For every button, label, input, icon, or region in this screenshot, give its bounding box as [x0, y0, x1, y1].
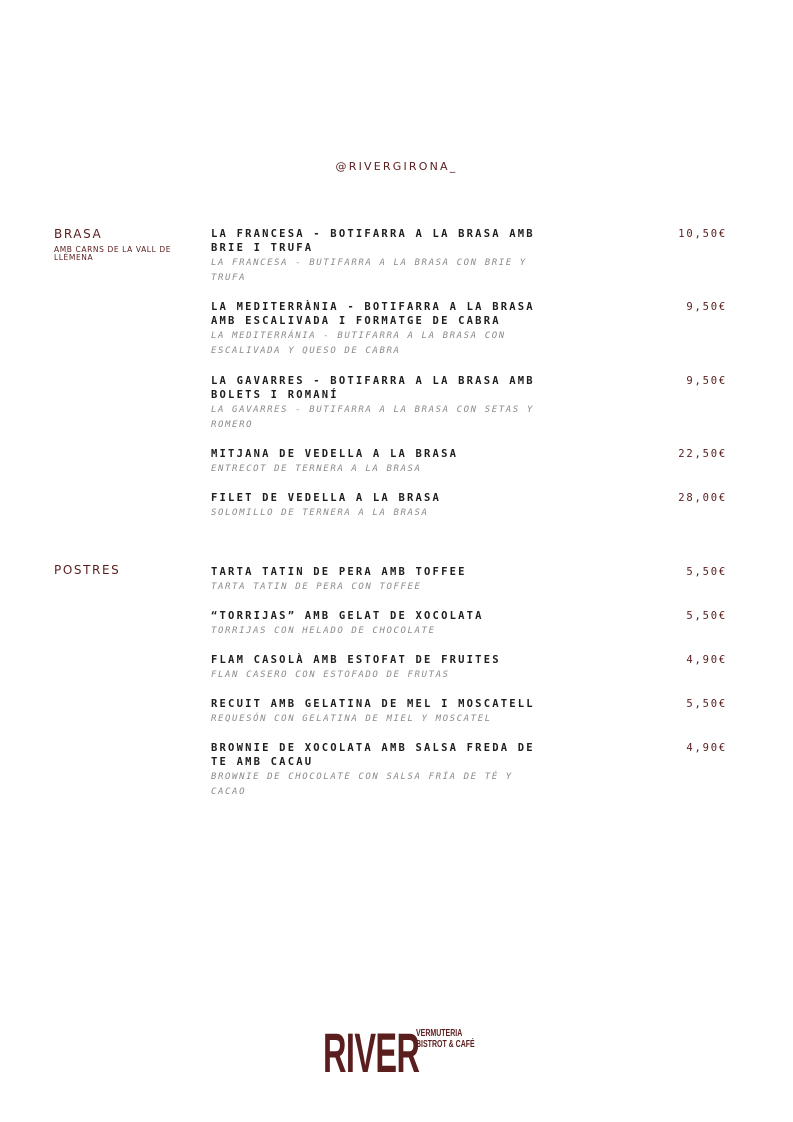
item-price: 10,50€ [678, 228, 727, 240]
menu-item [211, 227, 731, 286]
item-price: 4,90€ [686, 742, 727, 754]
item-name: “TORRIJAS” AMB GELAT DE XOCOLATA [211, 610, 484, 622]
item-price: 5,50€ [686, 566, 727, 578]
item-translation: LA MEDITERRÁNIA - BUTIFARRA A LA BRASA CON ESCALIVADA Y QUESO DE CABRA [211, 331, 506, 356]
section-subtitle-brasa: AMB CARNS DE LA VALL DE LLÉMENA [54, 245, 172, 262]
menu-item [211, 741, 731, 800]
section-title-postres: POSTRES [54, 563, 121, 577]
item-name: FLAM CASOLÀ AMB ESTOFAT DE FRUITES [211, 654, 501, 666]
item-price: 4,90€ [686, 654, 727, 666]
menu-item [211, 491, 731, 521]
item-name: LA FRANCESA - BOTIFARRA A LA BRASA AMB BRIE I TRUFA [211, 228, 535, 254]
menu-item [211, 565, 731, 595]
logo-wordmark: RIVER [323, 1021, 420, 1084]
menu-item [211, 374, 731, 433]
menu-item [211, 653, 731, 683]
item-translation: REQUESÓN CON GELATINA DE MIEL Y MOSCATEL [211, 714, 492, 724]
item-translation: BROWNIE DE CHOCOLATE CON SALSA FRÍA DE TÉ Y CACAO [211, 772, 513, 797]
item-name: BROWNIE DE XOCOLATA AMB SALSA FREDA DE TE AMB CACAU [211, 742, 535, 768]
menu-item [211, 609, 731, 639]
section-title-brasa: BRASA [54, 227, 103, 241]
item-translation: ENTRECOT DE TERNERA A LA BRASA [211, 464, 422, 474]
river-logo [323, 1021, 475, 1084]
item-price: 9,50€ [686, 375, 727, 387]
item-price: 9,50€ [686, 301, 727, 313]
item-translation: SOLOMILLO DE TERNERA A LA BRASA [211, 508, 429, 518]
item-price: 22,50€ [678, 448, 727, 460]
item-name: LA GAVARRES - BOTIFARRA A LA BRASA AMB BOLETS I ROMANÍ [211, 375, 535, 401]
menu-item [211, 697, 731, 727]
item-translation: LA FRANCESA - BUTIFARRA A LA BRASA CON BRIE Y TRUFA [211, 258, 527, 283]
item-name: FILET DE VEDELLA A LA BRASA [211, 492, 442, 504]
logo-tagline-bistrot: BISTROT & CAFÉ [416, 1039, 475, 1050]
item-name: RECUIT AMB GELATINA DE MEL I MOSCATELL [211, 698, 535, 710]
instagram-handle: @RIVERGIRONA_ [335, 160, 458, 173]
item-price: 28,00€ [678, 492, 727, 504]
menu-item [211, 447, 731, 477]
item-price: 5,50€ [686, 610, 727, 622]
menu-item [211, 300, 731, 359]
item-translation: FLAN CASERO CON ESTOFADO DE FRUTAS [211, 670, 450, 680]
logo-tagline-vermuteria: VERMUTERIA [416, 1028, 463, 1039]
item-translation: LA GAVARRES - BUTIFARRA A LA BRASA CON SETAS Y ROMERO [211, 405, 534, 430]
item-name: TARTA TATIN DE PERA AMB TOFFEE [211, 566, 467, 578]
item-translation: TARTA TATIN DE PERA CON TOFFEE [211, 582, 422, 592]
item-name: MITJANA DE VEDELLA A LA BRASA [211, 448, 459, 460]
item-name: LA MEDITERRÀNIA - BOTIFARRA A LA BRASA AMB ESCALIVADA I FORMATGE DE CABRA [211, 301, 535, 327]
item-translation: TORRIJAS CON HELADO DE CHOCOLATE [211, 626, 436, 636]
item-price: 5,50€ [686, 698, 727, 710]
